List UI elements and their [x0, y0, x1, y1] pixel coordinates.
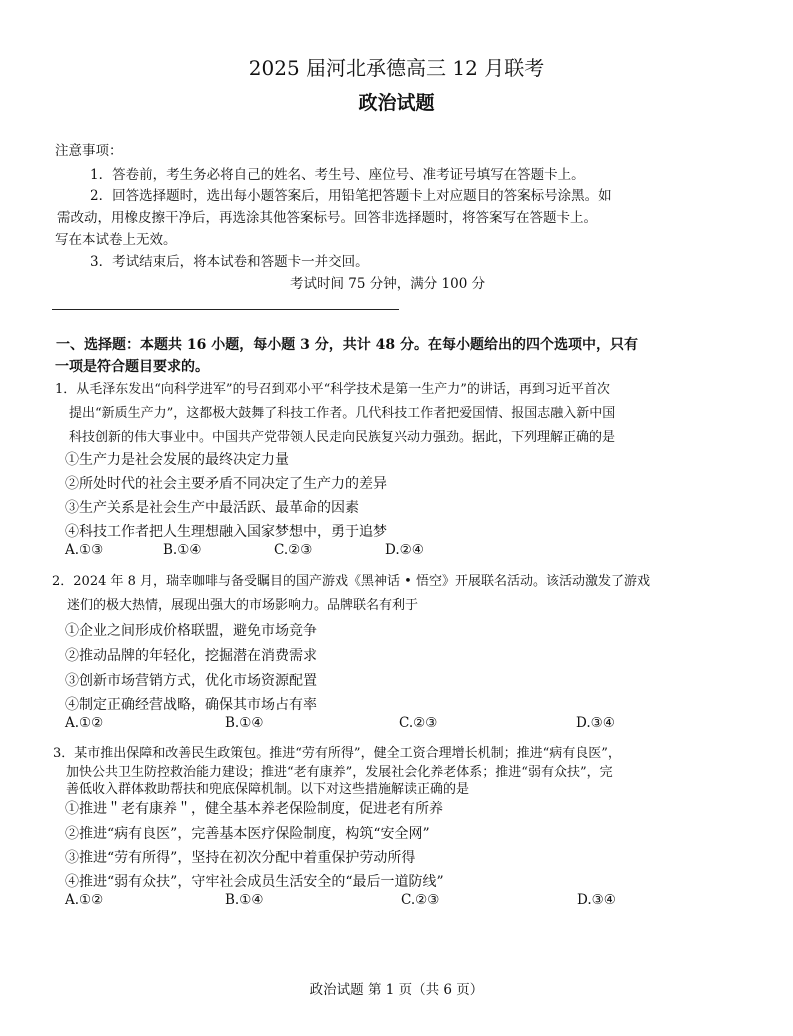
section-heading-line-1: 一、选择题：本题共 16 小题，每小题 3 分，共计 48 分。在每小题给出的四个选项中，只有: [56, 337, 638, 353]
question-stem-line: 迷们的极大热情，展现出强大的市场影响力。品牌联名有利于: [67, 598, 419, 613]
notice-item-2-line-3: 写在本试卷上无效。: [55, 232, 177, 248]
question-stem-line: 善低收入群体救助帮扶和兜底保障机制。以下对这些措施解读正确的是: [66, 782, 470, 797]
question-stem-line: 3．某市推出保障和改善民生政策包。推进“劳有所得”，健全工资合理增长机制；推进“病有良医”，: [53, 746, 621, 761]
question-option: ③生产关系是社会生产中最活跃、最革命的因素: [65, 500, 359, 516]
question-option: ④制定正确经营战略，确保其市场占有率: [65, 697, 317, 713]
answer-choice-d: D.③④: [577, 892, 616, 908]
question-option: ③推进“劳有所得”，坚持在初次分配中着重保护劳动所得: [65, 850, 416, 866]
question-option: ②推动品牌的年轻化，挖掘潜在消费需求: [65, 648, 317, 664]
notice-item-1: 1．答卷前，考生务必将自己的姓名、考生号、座位号、准考证号填写在答题卡上。: [90, 167, 585, 183]
question-option: ②推进“病有良医”，完善基本医疗保险制度，构筑“安全网”: [65, 826, 430, 842]
question-option: ④科技工作者把人生理想融入国家梦想中，勇于追梦: [65, 524, 387, 540]
notice-item-3: 3．考试结束后，将本试卷和答题卡一并交回。: [90, 254, 369, 270]
answer-choice-c: C.②③: [274, 542, 313, 558]
exam-time: 考试时间 75 分钟，满分 100 分: [290, 276, 486, 292]
page-footer: 政治试题 第 1 页（共 6 页）: [309, 982, 484, 998]
answer-choice-a: A.①②: [65, 715, 104, 731]
answer-choice-c: C.②③: [401, 892, 440, 908]
answer-choice-d: D.③④: [576, 715, 615, 731]
exam-title: 2025 届河北承德高三 12 月联考: [248, 56, 545, 80]
question-stem-line: 2．2024 年 8 月，瑞幸咖啡与备受瞩目的国产游戏《黑神话 • 悟空》开展联名活动。该活动激发了游戏: [52, 574, 650, 589]
question-stem-line: 加快公共卫生防控救治能力建设；推进“老有康养”，发展社会化养老体系；推进“弱有众扶”，完: [66, 765, 613, 780]
answer-choice-d: D.②④: [385, 542, 424, 558]
section-heading-line-2: 一项是符合题目要求的。: [55, 359, 209, 375]
notice-heading: 注意事项：: [55, 143, 123, 159]
divider-line: [52, 309, 399, 310]
question-option: ②所处时代的社会主要矛盾不同决定了生产力的差异: [65, 476, 387, 492]
question-stem-line: 提出“新质生产力”，这都极大鼓舞了科技工作者。几代科技工作者把爱国情、报国志融入新中国: [69, 406, 616, 421]
question-option: ①企业之间形成价格联盟，避免市场竞争: [65, 623, 317, 639]
notice-item-2-line-2: 需改动，用橡皮擦干净后，再选涂其他答案标号。回答非选择题时，将答案写在答题卡上。: [57, 210, 597, 226]
answer-choice-c: C.②③: [399, 715, 438, 731]
question-option: ③创新市场营销方式，优化市场资源配置: [65, 673, 317, 689]
answer-choice-a: A.①②: [65, 892, 104, 908]
notice-item-2-line-1: 2．回答选择题时，选出每小题答案后，用铅笔把答题卡上对应题目的答案标号涂黑。如: [90, 188, 612, 204]
question-option: ①生产力是社会发展的最终决定力量: [65, 452, 289, 468]
question-stem-line: 科技创新的伟大事业中。中国共产党带领人民走向民族复兴动力强劲。据此，下列理解正确的是: [69, 430, 616, 445]
answer-choice-b: B.①④: [225, 715, 264, 731]
answer-choice-a: A.①③: [65, 542, 104, 558]
question-option: ①推进＂老有康养＂，健全基本养老保险制度，促进老有所养: [65, 801, 443, 817]
answer-choice-b: B.①④: [225, 892, 264, 908]
answer-choice-b: B.①④: [163, 542, 202, 558]
exam-subject: 政治试题: [358, 92, 435, 114]
question-stem-line: 1．从毛泽东发出“向科学进军”的号召到邓小平“科学技术是第一生产力”的讲话，再到习近平首次: [55, 382, 610, 397]
question-option: ④推进“弱有众扶”，守牢社会成员生活安全的“最后一道防线”: [65, 874, 444, 890]
